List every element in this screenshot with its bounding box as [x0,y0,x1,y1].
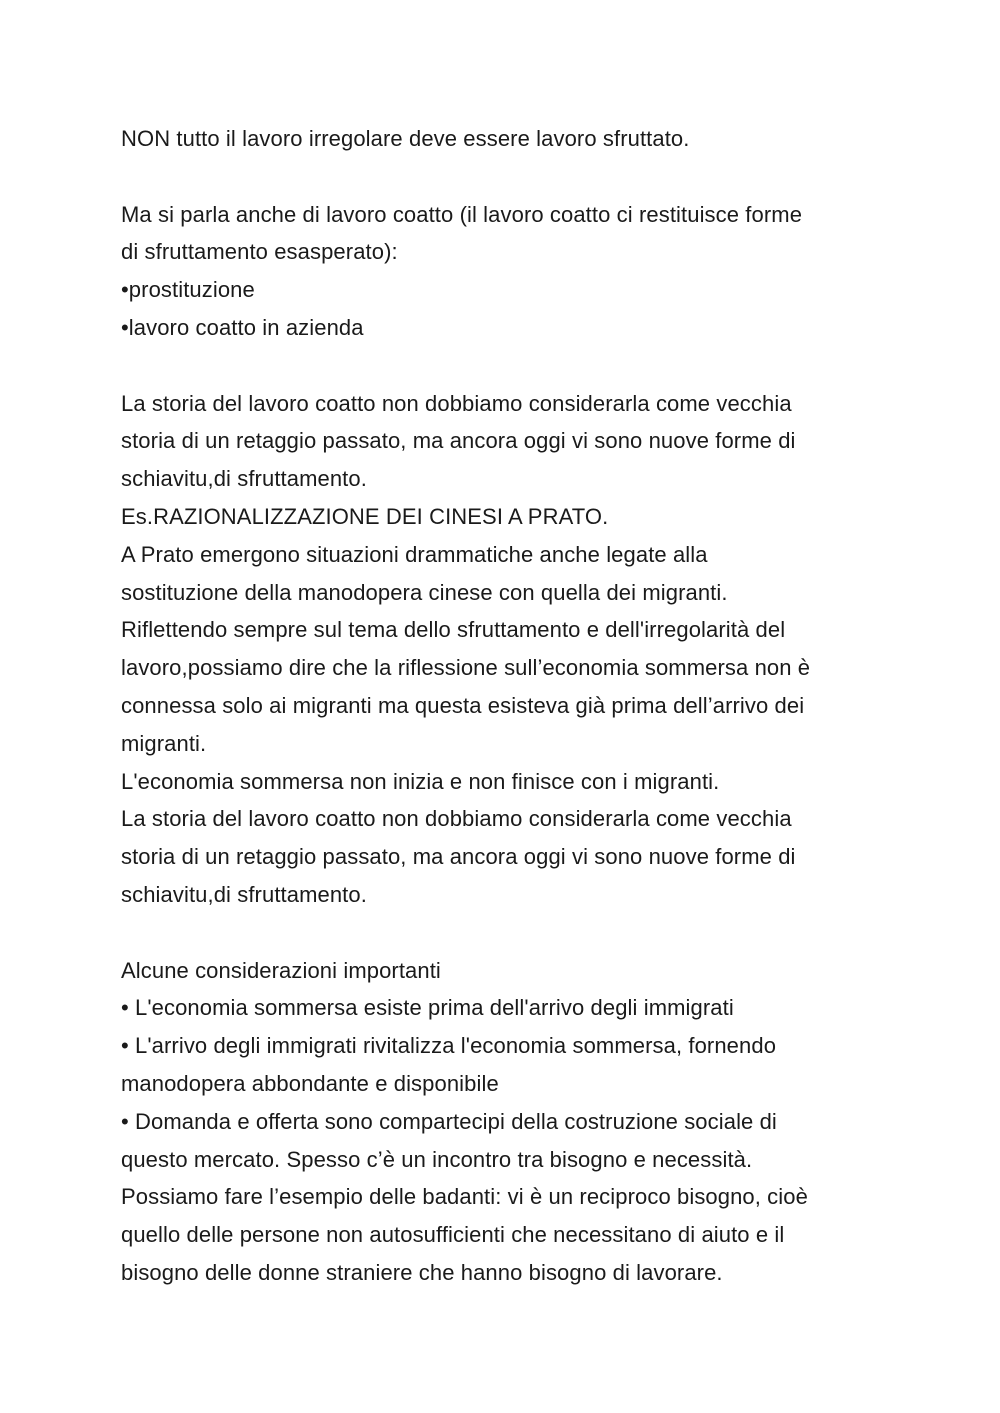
bullet-line: •prostituzione [121,277,255,303]
text-line: NON tutto il lavoro irregolare deve essere lavoro sfruttato. [121,126,690,151]
blank-line [121,347,901,385]
text-line: lavoro,possiamo dire che la riflessione sull’economia sommersa non è [121,655,811,681]
text-line: sostituzione della manodopera cinese con quella dei migranti. [121,579,728,605]
text-line: quello delle persone non autosufficienti che necessitano di aiuto e il [121,1222,785,1248]
text-line: schiavitu,di sfruttamento. [121,466,367,492]
document-text [121,120,901,1292]
text-line: Possiamo fare l’esempio delle badanti: vi è un reciproco bisogno, cioè [121,1184,808,1210]
blank-line [121,158,901,196]
text-line: storia di un retaggio passato, ma ancora oggi vi sono nuove forme di [121,428,796,454]
text-line: L'economia sommersa non inizia e non finisce con i migranti. [121,768,720,794]
text-line: Riflettendo sempre sul tema dello sfruttamento e dell'irregolarità del [121,617,786,643]
text-line: La storia del lavoro coatto non dobbiamo considerarla come vecchia [121,806,792,832]
bullet-line: • L'economia sommersa esiste prima dell'arrivo degli immigrati [121,995,734,1021]
text-line: A Prato emergono situazioni drammatiche anche legate alla [121,541,708,567]
bullet-line: • Domanda e offerta sono compartecipi della costruzione sociale di [121,1108,777,1134]
text-line: schiavitu,di sfruttamento. [121,881,367,907]
section-heading: Alcune considerazioni importanti [121,957,441,983]
blank-line [121,914,901,952]
bullet-line: •lavoro coatto in azienda [121,314,364,340]
text-line: La storia del lavoro coatto non dobbiamo considerarla come vecchia [121,390,792,416]
text-line: bisogno delle donne straniere che hanno bisogno di lavorare. [121,1259,723,1285]
bullet-line: • L'arrivo degli immigrati rivitalizza l'economia sommersa, fornendo [121,1033,777,1059]
text-line: migranti. [121,730,207,756]
text-line: connessa solo ai migranti ma questa esisteva già prima dell’arrivo dei [121,692,805,718]
text-line: questo mercato. Spesso c’è un incontro tra bisogno e necessità. [121,1146,753,1172]
text-line: manodopera abbondante e disponibile [121,1070,499,1096]
text-line: Es.RAZIONALIZZAZIONE DEI CINESI A PRATO. [121,503,609,529]
text-line: di sfruttamento esasperato): [121,239,398,265]
text-line: storia di un retaggio passato, ma ancora oggi vi sono nuove forme di [121,844,796,870]
text-line: Ma si parla anche di lavoro coatto (il lavoro coatto ci restituisce forme [121,201,803,227]
